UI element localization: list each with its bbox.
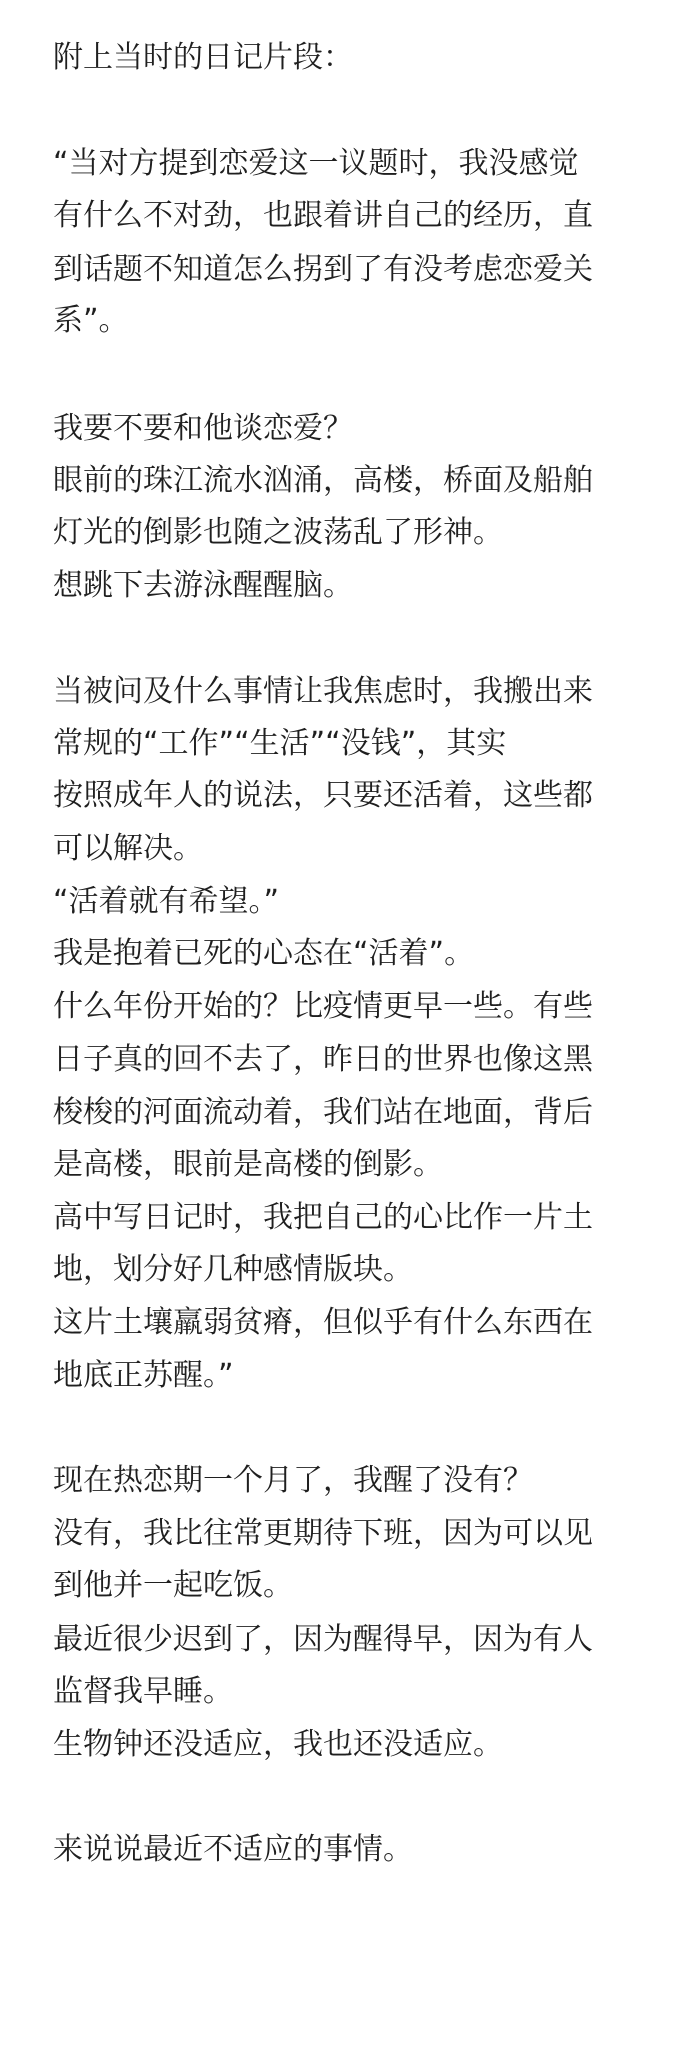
text-line-years-1: 什么年份开始的？比疫情更早一些。有些 — [53, 989, 593, 1024]
text-line-diary-2: 地，划分好几种感情版块。 — [53, 1252, 413, 1287]
text-line-soil-2: 地底正苏醒。” — [53, 1358, 234, 1393]
text-line-now: 现在热恋期一个月了，我醒了没有？ — [53, 1463, 533, 1498]
text-line-question: 我要不要和他谈恋爱？ — [53, 411, 353, 446]
text-line-years-4: 是高楼，眼前是高楼的倒影。 — [53, 1147, 443, 1182]
text-line-swim: 想跳下去游泳醒醒脑。 — [53, 568, 353, 603]
text-line-alive: 我是抱着已死的心态在“活着”。 — [53, 936, 475, 971]
text-line-years-3: 梭梭的河面流动着，我们站在地面，背后 — [53, 1095, 593, 1130]
text-line-quote-1: “当对方提到恋爱这一议题时，我没感觉 — [53, 146, 579, 181]
text-line-river-1: 眼前的珠江流水汹涌，高楼，桥面及船舶 — [53, 463, 593, 498]
text-line-quote-4: 系”。 — [53, 303, 129, 338]
text-line-late-1: 最近很少迟到了，因为醒得早，因为有人 — [53, 1622, 593, 1657]
text-line-hope: “活着就有希望。” — [53, 884, 280, 919]
text-line-anxiety-3: 按照成年人的说法，只要还活着，这些都 — [53, 778, 593, 813]
text-line-intro: 附上当时的日记片段： — [53, 40, 353, 75]
text-line-diary-1: 高中写日记时，我把自己的心比作一片土 — [53, 1200, 593, 1235]
text-line-quote-2: 有什么不对劲，也跟着讲自己的经历，直 — [53, 198, 593, 233]
text-line-anxiety-2: 常规的“工作”“生活”“没钱”，其实 — [53, 726, 507, 761]
text-line-no-2: 到他并一起吃饭。 — [53, 1568, 293, 1603]
text-line-river-2: 灯光的倒影也随之波荡乱了形神。 — [53, 515, 503, 550]
text-line-years-2: 日子真的回不去了，昨日的世界也像这黑 — [53, 1042, 593, 1077]
text-line-anxiety-4: 可以解决。 — [53, 831, 203, 866]
text-line-late-2: 监督我早睡。 — [53, 1674, 233, 1709]
text-line-clock: 生物钟还没适应，我也还没适应。 — [53, 1727, 503, 1762]
text-line-anxiety-1: 当被问及什么事情让我焦虑时，我搬出来 — [53, 674, 593, 709]
text-line-quote-3: 到话题不知道怎么拐到了有没考虑恋爱关 — [53, 252, 593, 287]
text-line-soil-1: 这片土壤羸弱贫瘠，但似乎有什么东西在 — [53, 1305, 593, 1340]
text-line-closing: 来说说最近不适应的事情。 — [53, 1832, 413, 1867]
text-line-no-1: 没有，我比往常更期待下班，因为可以见 — [53, 1516, 593, 1551]
